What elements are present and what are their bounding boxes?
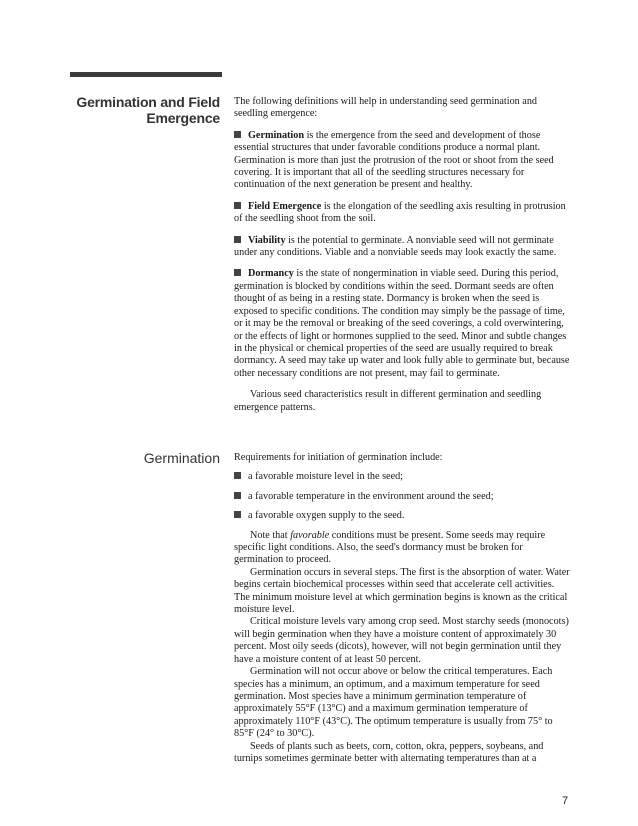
requirement-text: a favorable oxygen supply to the seed. [248, 510, 405, 522]
body-paragraph: Critical moisture levels vary among crop seed. Most starchy seeds (monocots) will begin germination when they have a moisture content of approximately 30 percent. Most oily seeds (dicots), however, will not begin germination until they have a moisture content of at least 50 percent. [234, 616, 569, 665]
definition-term: Field Emergence [248, 200, 322, 212]
requirement-item [234, 491, 572, 503]
requirement-text: a favorable temperature in the environment around the seed; [248, 490, 494, 502]
square-bullet-icon [234, 492, 241, 499]
definition-term: Dormancy [248, 268, 294, 280]
square-bullet-icon [234, 472, 241, 479]
square-bullet-icon [234, 236, 241, 243]
definition-text: is the potential to germinate. A nonviable seed will not germinate under any conditions. Viable and a nonviable seeds may look exactly the same. [234, 234, 557, 259]
definition-term: Viability [248, 234, 286, 246]
definition-text: is the emergence from the seed and development of those essential structures that under favorable conditions produce a normal plant. Germination is more than just the protrusion of the root or shoot from the seed covering. It is important that all of the seedling structures necessary for continuation of the next generation be present and healthy. [234, 129, 554, 191]
heading-line-2: Emergence [146, 110, 220, 126]
definition-viability [234, 235, 572, 260]
section-heading-germination: Germination [143, 450, 220, 466]
body-paragraph: Germination will not occur above or below the critical temperatures. Each species has a minimum, an optimum, and a maximum temperature for seed germination. Most species have a minimum germination temperature of approximately 55°F (13°C) and a maximum germination temperature of approximately 110°F (43°C). The optimum temperature is usually from 75° to 85°F (24° to 30°C). [234, 666, 553, 740]
page-number: 7 [562, 795, 569, 807]
requirement-item [234, 510, 572, 522]
definition-dormancy [234, 268, 572, 380]
body-paragraph: Germination occurs in several steps. The first is the absorption of water. Water begins certain biochemical processes within seed that accelerate cell activities. The minimum moisture level at which germination begins is known as the critical moisture level. [234, 566, 570, 616]
note-prefix: Note that [250, 529, 291, 541]
requirements-intro: Requirements for initiation of germination include: [234, 452, 443, 463]
definition-term: Germination [248, 129, 305, 141]
heading-line-1: Germination and Field [76, 94, 220, 110]
section-heading-germination-and-field-emergence [76, 94, 220, 126]
note-emphasis: favorable [290, 529, 330, 541]
note-rest: conditions must be present. Some seeds may require specific light conditions. Also, the seed's dormancy must be broken for germination to proceed. [234, 529, 546, 566]
definition-text: is the state of nongermination in viable seed. During this period, germination is blocked by conditions within the seed. Dormant seeds are often thought of as being in a resting state. Dormancy is broken when the seed is exposed to specific conditions. The condition may simply be the passage of time, or it may be the removal or breaking of the seed coverings, a cold overwintering, or the effects of light or hormones supplied to the seed. Minor and subtle changes in the physical or chemical properties of the seed are usually required to break dormancy. A seed may take up water and look fully able to germinate but, because other necessary conditions are not present, may fail to germinate. [234, 268, 570, 379]
requirement-text: a favorable moisture level in the seed; [248, 471, 404, 483]
top-rule [70, 72, 222, 77]
square-bullet-icon [234, 202, 241, 209]
definition-field-emergence [234, 201, 572, 226]
square-bullet-icon [234, 131, 241, 138]
intro-paragraph: The following definitions will help in understanding seed germination and seedling emergence: [234, 96, 538, 120]
note-paragraph [234, 530, 572, 567]
definition-text: is the elongation of the seedling axis resulting in protrusion of the seedling shoot from the soil. [234, 200, 566, 225]
square-bullet-icon [234, 269, 241, 276]
body-paragraph: Seeds of plants such as beets, corn, cotton, okra, peppers, soybeans, and turnips sometimes germinate better with alternating temperatures than at a [234, 740, 544, 764]
square-bullet-icon [234, 511, 241, 518]
closing-paragraph: Various seed characteristics result in different germination and seedling emergence patterns. [234, 389, 542, 413]
requirement-item [234, 471, 572, 483]
definition-germination [234, 130, 572, 192]
section-2-body [234, 452, 572, 765]
section-1-body [234, 96, 572, 423]
